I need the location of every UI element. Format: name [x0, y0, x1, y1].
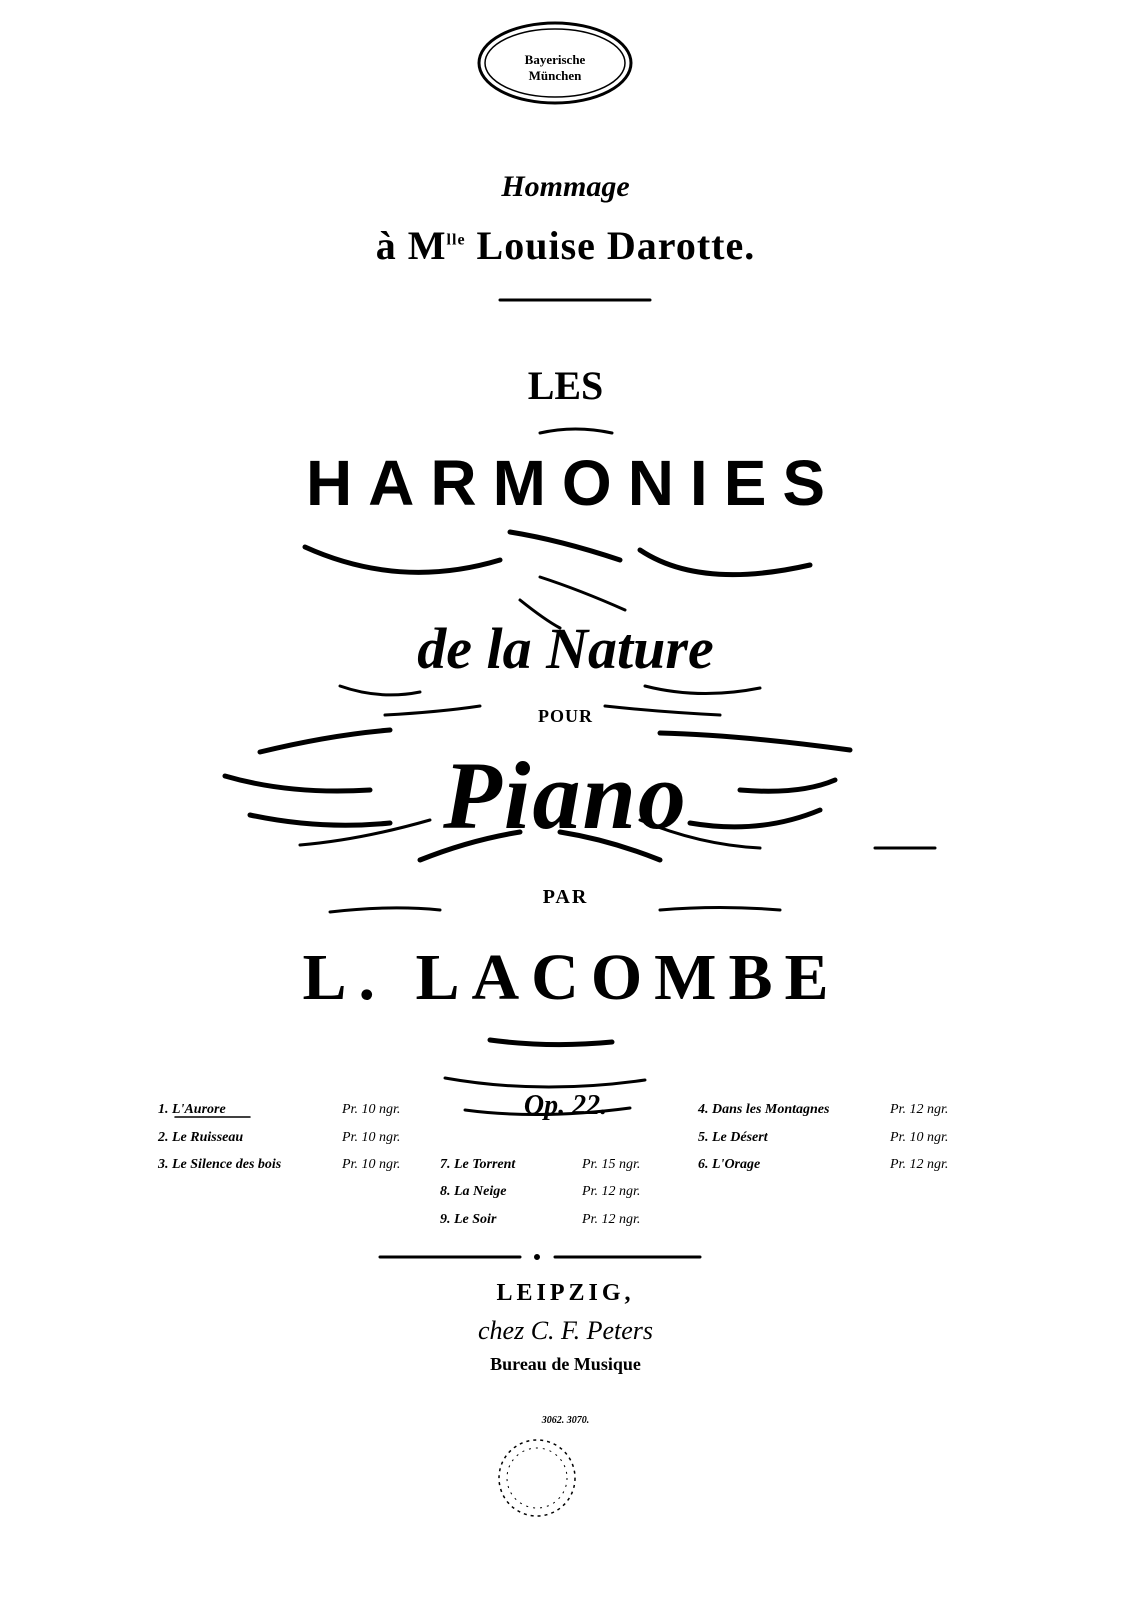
opus-number: Op. 22.	[523, 1090, 608, 1121]
svg-text:Bayerische: Bayerische	[524, 52, 586, 67]
imprint-bureau: Bureau de Musique	[490, 1354, 641, 1374]
svg-text:München: München	[528, 68, 582, 83]
piece-title: 6. L'Orage	[698, 1157, 761, 1172]
imprint-publisher: chez C. F. Peters	[478, 1316, 653, 1345]
dedication-name	[0, 222, 1131, 269]
title-par: PAR	[542, 886, 589, 908]
library-stamp-top	[476, 20, 634, 106]
piece-price: Pr. 12 ngr.	[582, 1212, 641, 1227]
dedication-dedicatee: Louise Darotte.	[476, 223, 756, 268]
piece-price: Pr. 10 ngr.	[342, 1102, 401, 1117]
library-stamp-bottom	[495, 1432, 579, 1524]
piece-title: 7. Le Torrent	[440, 1157, 516, 1172]
title-de-la-nature: de la Nature	[417, 616, 714, 681]
title-pour: POUR	[538, 706, 593, 726]
piece-price: Pr. 10 ngr.	[342, 1130, 401, 1145]
piece-price: Pr. 12 ngr.	[582, 1184, 641, 1199]
piece-title: 2. Le Ruisseau	[158, 1130, 244, 1145]
piece-title: 5. Le Désert	[698, 1130, 768, 1145]
piece-price: Pr. 12 ngr.	[890, 1157, 949, 1172]
piece-price: Pr. 12 ngr.	[890, 1102, 949, 1117]
title-les: LES	[527, 363, 604, 408]
piece-title: 3. Le Silence des bois	[158, 1157, 282, 1172]
plate-number: 3062. 3070.	[541, 1415, 590, 1426]
piece-price: Pr. 10 ngr.	[342, 1157, 401, 1172]
piece-title: 8. La Neige	[440, 1184, 507, 1199]
dedication-title-abbrev: lle	[446, 231, 466, 249]
dedication-prefix: à M	[375, 223, 447, 268]
piece-price: Pr. 10 ngr.	[890, 1130, 949, 1145]
piece-title: 9. Le Soir	[440, 1212, 497, 1227]
piece-title: 4. Dans les Montagnes	[698, 1102, 830, 1117]
title-piano: Piano	[443, 742, 688, 849]
imprint-city: LEIPZIG,	[496, 1280, 635, 1306]
piece-title: 1. L'Aurore	[158, 1102, 226, 1117]
dedication-hommage: Hommage	[501, 170, 630, 203]
piece-price: Pr. 15 ngr.	[582, 1157, 641, 1172]
composer-name: L. LACOMBE	[302, 941, 841, 1014]
title-harmonies: HARMONIES	[305, 447, 842, 519]
